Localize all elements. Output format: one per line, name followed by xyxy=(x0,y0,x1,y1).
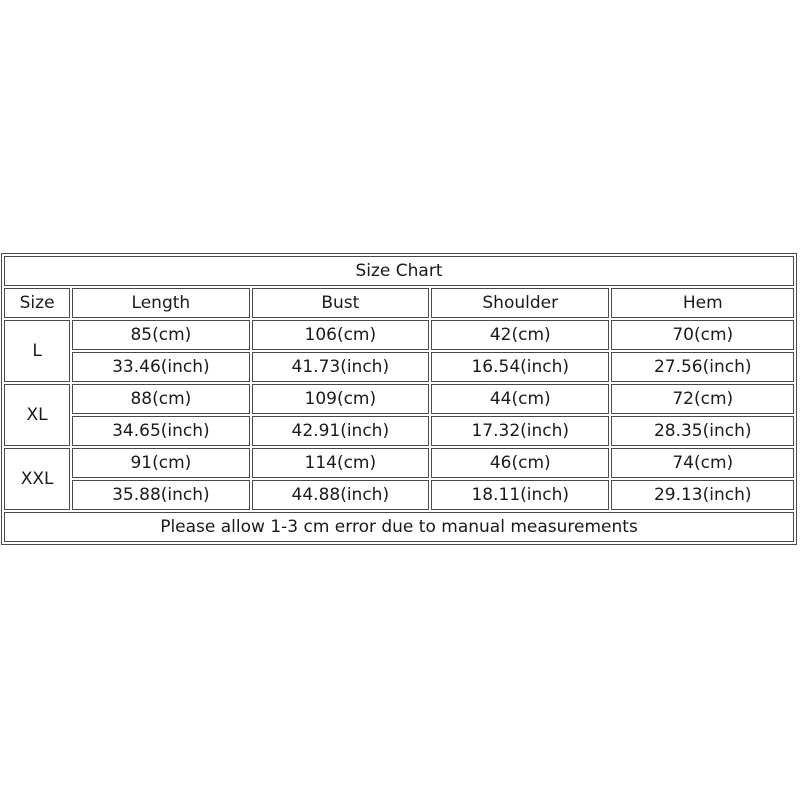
bust-cm: 114(cm) xyxy=(252,448,429,478)
table-row xyxy=(4,320,794,350)
chart-title: Size Chart xyxy=(4,256,794,286)
header-length: Length xyxy=(72,288,249,318)
measurement-note: Please allow 1-3 cm error due to manual measurements xyxy=(4,512,794,542)
bust-inch: 41.73(inch) xyxy=(252,352,429,382)
size-label: XXL xyxy=(4,448,70,510)
shoulder-cm: 42(cm) xyxy=(431,320,609,350)
bust-inch: 42.91(inch) xyxy=(252,416,429,446)
shoulder-inch: 17.32(inch) xyxy=(431,416,609,446)
hem-inch: 29.13(inch) xyxy=(611,480,794,510)
bust-cm: 109(cm) xyxy=(252,384,429,414)
length-cm: 88(cm) xyxy=(72,384,249,414)
length-inch: 35.88(inch) xyxy=(72,480,249,510)
length-cm: 91(cm) xyxy=(72,448,249,478)
size-label: L xyxy=(4,320,70,382)
header-row xyxy=(4,288,794,318)
length-cm: 85(cm) xyxy=(72,320,249,350)
header-bust: Bust xyxy=(252,288,429,318)
table-row xyxy=(4,448,794,478)
length-inch: 33.46(inch) xyxy=(72,352,249,382)
table-row xyxy=(4,352,794,382)
hem-cm: 74(cm) xyxy=(611,448,794,478)
size-label: XL xyxy=(4,384,70,446)
bust-cm: 106(cm) xyxy=(252,320,429,350)
shoulder-inch: 16.54(inch) xyxy=(431,352,609,382)
note-row xyxy=(4,512,794,542)
header-size: Size xyxy=(4,288,70,318)
hem-cm: 70(cm) xyxy=(611,320,794,350)
hem-inch: 28.35(inch) xyxy=(611,416,794,446)
table-row xyxy=(4,416,794,446)
header-shoulder: Shoulder xyxy=(431,288,609,318)
shoulder-cm: 44(cm) xyxy=(431,384,609,414)
hem-inch: 27.56(inch) xyxy=(611,352,794,382)
shoulder-inch: 18.11(inch) xyxy=(431,480,609,510)
shoulder-cm: 46(cm) xyxy=(431,448,609,478)
table-row xyxy=(4,384,794,414)
length-inch: 34.65(inch) xyxy=(72,416,249,446)
header-hem: Hem xyxy=(611,288,794,318)
size-chart-table xyxy=(1,253,797,545)
hem-cm: 72(cm) xyxy=(611,384,794,414)
table-row xyxy=(4,480,794,510)
bust-inch: 44.88(inch) xyxy=(252,480,429,510)
title-row xyxy=(4,256,794,286)
